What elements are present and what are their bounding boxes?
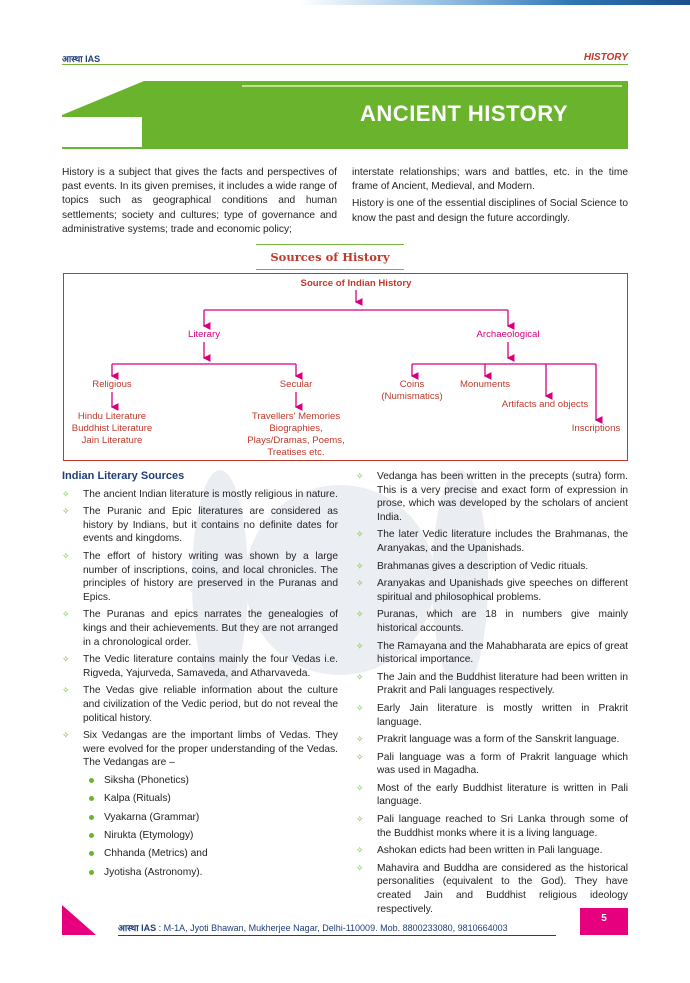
bullet-icon: ✧ bbox=[356, 734, 364, 745]
bullet-text: Pali language reached to Sri Lanka through some of the Buddhist monks where it is a living language. bbox=[377, 814, 628, 839]
bullet-item bbox=[356, 640, 628, 667]
bullet-text: Mahavira and Buddha are considered as the historical personalities (equivalent to the God). They have created Jain and Buddhist religious ideology respectively. bbox=[377, 862, 628, 915]
bullet-item bbox=[62, 653, 338, 680]
bullet-icon: ✧ bbox=[356, 782, 364, 793]
dot-icon bbox=[89, 815, 94, 820]
bullet-icon: ✧ bbox=[62, 609, 70, 620]
bullet-item bbox=[356, 528, 628, 555]
bullet-text: Vedanga has been written in the precepts (sutra) form. This is a very precise and exact form of expression in prose, which was developed by the scholars of ancient India. bbox=[377, 471, 628, 523]
sources-diagram bbox=[63, 273, 628, 461]
bullet-item bbox=[356, 733, 628, 747]
bullet-item bbox=[356, 813, 628, 840]
intro-paragraph: History is a subject that gives the facts and perspectives of past events. In its given premises, it includes a wide range of topics such as geographical conditions and human settlements; society and cultures; type of governance and administrative systems; trade and economic policy; bbox=[62, 167, 337, 235]
dot-icon bbox=[89, 778, 94, 783]
diagram-secular-items bbox=[236, 411, 356, 459]
vedanga-item bbox=[62, 774, 338, 788]
bullet-item bbox=[356, 782, 628, 809]
vedanga-text: Siksha (Phonetics) bbox=[104, 774, 189, 786]
bullet-text: The Puranas and epics narrates the genealogies of kings and their achievements. But they are not arranged in a chronological order. bbox=[83, 609, 338, 648]
bullet-text: Six Vedangas are the important limbs of Vedas. They were evolved for the proper understanding of the Vedas. The Vedangas are – bbox=[83, 730, 338, 769]
bullet-item bbox=[62, 608, 338, 649]
vedanga-text: Kalpa (Rituals) bbox=[104, 793, 171, 805]
bullet-item bbox=[62, 729, 338, 770]
bullet-text: Aranyakas and Upanishads give speeches on different spiritual and philosophical problems. bbox=[377, 578, 628, 603]
intro-paragraph: History is one of the essential disciplines of Social Science to know the past and design the future accordingly. bbox=[352, 198, 628, 224]
bullet-item bbox=[356, 560, 628, 574]
bullet-icon: ✧ bbox=[356, 751, 364, 762]
banner-corner bbox=[62, 81, 144, 115]
diagram-literary-label: Literary bbox=[188, 329, 220, 340]
diagram-monuments-label: Monuments bbox=[459, 379, 511, 390]
coins-line: Coins bbox=[399, 379, 425, 390]
footer-address bbox=[118, 921, 508, 934]
bullet-item bbox=[356, 470, 628, 524]
vedanga-item bbox=[62, 829, 338, 843]
secular-item: Treatises etc. bbox=[267, 447, 325, 458]
bullet-text: The ancient Indian literature is mostly religious in nature. bbox=[83, 488, 338, 500]
dot-icon bbox=[89, 851, 94, 856]
bullet-text: Ashokan edicts had been written in Pali language. bbox=[377, 845, 603, 857]
vedanga-text: Chhanda (Metrics) and bbox=[104, 848, 208, 860]
bullet-item bbox=[356, 608, 628, 635]
chapter-title: ANCIENT HISTORY bbox=[360, 101, 568, 126]
secular-item: Travellers' Memories bbox=[251, 411, 341, 422]
sources-title: Sources of History bbox=[270, 250, 390, 264]
vedanga-text: Vyakarna (Grammar) bbox=[104, 811, 200, 823]
bullet-text: The Jain and the Buddhist literature had been written in Prakrit and Pali languages respectively. bbox=[377, 671, 628, 697]
bullet-icon: ✧ bbox=[62, 685, 70, 696]
diagram-archaeological-label: Archaeological bbox=[476, 329, 540, 340]
diagram-secular-label: Secular bbox=[279, 379, 313, 390]
page-number: 5 bbox=[601, 913, 607, 924]
bullet-text: The Vedas give reliable information about the culture and civilization of the Vedic period, but do not reveal the political history. bbox=[83, 685, 338, 724]
footer-rule bbox=[118, 935, 556, 936]
diagram-coins-label bbox=[372, 379, 452, 403]
bullet-text: Early Jain literature is mostly written in Prakrit language. bbox=[377, 702, 628, 728]
diagram-root-label: Source of Indian History bbox=[300, 278, 412, 289]
vedanga-text: Jyotisha (Astronomy). bbox=[104, 866, 203, 878]
bullet-text: Puranas, which are 18 in numbers give mainly historical accounts. bbox=[377, 609, 628, 634]
bullet-icon: ✧ bbox=[62, 506, 70, 517]
right-column bbox=[356, 470, 628, 920]
intro-left bbox=[62, 166, 337, 240]
bullet-icon: ✧ bbox=[356, 702, 364, 713]
intro-paragraph: interstate relationships; wars and battles, etc. in the time frame of Ancient, Medieval, and Modern. bbox=[352, 167, 628, 193]
bullet-item bbox=[356, 671, 628, 698]
footer-address-text: : M-1A, Jyoti Bhawan, Mukherjee Nagar, Delhi-110009. Mob. 8800233080, 9810664003 bbox=[158, 923, 508, 933]
bullet-item bbox=[62, 488, 338, 502]
secular-item: Biographies, bbox=[269, 423, 323, 434]
top-decor-strip bbox=[300, 0, 690, 5]
diagram-inscriptions-label: Inscriptions bbox=[571, 423, 621, 434]
dot-icon bbox=[89, 796, 94, 801]
sources-heading bbox=[256, 244, 404, 270]
vedanga-item bbox=[62, 866, 338, 880]
left-column bbox=[62, 470, 338, 884]
bullet-icon: ✧ bbox=[356, 671, 364, 682]
header-rule bbox=[62, 64, 628, 65]
bullet-text: The Vedic literature contains mainly the four Vedas i.e. Rigveda, Yajurveda, Samaveda, and Atharvaveda. bbox=[83, 654, 338, 679]
diagram-religious-items bbox=[62, 411, 162, 447]
bullet-text: Most of the early Buddhist literature is written in Pali language. bbox=[377, 782, 628, 808]
bullet-icon: ✧ bbox=[356, 560, 364, 571]
diagram-artifacts-label: Artifacts and objects bbox=[501, 399, 589, 410]
page-number-box bbox=[580, 908, 628, 935]
bullet-item bbox=[62, 505, 338, 546]
religious-item: Buddhist Literature bbox=[71, 423, 153, 434]
bullet-item bbox=[356, 702, 628, 729]
bullet-icon: ✧ bbox=[62, 488, 70, 499]
vedanga-item bbox=[62, 847, 338, 861]
bullet-icon: ✧ bbox=[356, 609, 364, 620]
bullet-text: Pali language was a form of Prakrit language which was used in Magadha. bbox=[377, 751, 628, 777]
bullet-text: The later Vedic literature includes the Brahmanas, the Aranyakas, and the Upanishads. bbox=[377, 529, 628, 554]
footer-triangle bbox=[62, 905, 96, 935]
bullet-text: The effort of history writing was shown by a large number of inscriptions, coins, and local chronicles. The principles of history are preserved in the Puranas and Epics. bbox=[83, 550, 338, 603]
bullet-text: The Ramayana and the Mahabharata are epics of great historical importance. bbox=[377, 640, 628, 666]
bullet-item bbox=[356, 751, 628, 778]
vedanga-text: Nirukta (Etymology) bbox=[104, 830, 194, 842]
bullet-icon: ✧ bbox=[62, 730, 70, 741]
religious-item: Hindu Literature bbox=[77, 411, 147, 422]
bullet-icon: ✧ bbox=[356, 640, 364, 651]
bullet-text: Prakrit language was a form of the Sanskrit language. bbox=[377, 734, 620, 746]
dot-icon bbox=[89, 870, 94, 875]
bullet-text: The Puranic and Epic literatures are considered as history by Indians, but it contains no definite dates for events and kingdoms. bbox=[83, 506, 338, 545]
bullet-text: Brahmanas gives a description of Vedic rituals. bbox=[377, 560, 589, 572]
bullet-icon: ✧ bbox=[356, 845, 364, 856]
coins-line: (Numismatics) bbox=[381, 391, 443, 402]
bullet-item bbox=[62, 550, 338, 604]
bullet-item bbox=[62, 684, 338, 725]
header-section: HISTORY bbox=[583, 52, 628, 63]
bullet-icon: ✧ bbox=[356, 814, 364, 825]
religious-item: Jain Literature bbox=[81, 435, 143, 446]
bullet-icon: ✧ bbox=[62, 654, 70, 665]
bullet-item bbox=[356, 577, 628, 604]
bullet-icon: ✧ bbox=[62, 550, 70, 561]
secular-item: Plays/Dramas, Poems, bbox=[247, 435, 345, 446]
diagram-religious-label: Religious bbox=[92, 379, 132, 390]
bullet-icon: ✧ bbox=[356, 578, 364, 589]
bullet-item bbox=[356, 844, 628, 858]
section-heading: Indian Literary Sources bbox=[62, 470, 185, 482]
vedanga-item bbox=[62, 811, 338, 825]
bullet-icon: ✧ bbox=[356, 471, 364, 481]
dot-icon bbox=[89, 833, 94, 838]
bullet-icon: ✧ bbox=[356, 862, 364, 873]
header-brand: आस्था IAS bbox=[62, 54, 101, 64]
chapter-banner bbox=[62, 73, 628, 155]
banner-tab bbox=[62, 115, 144, 149]
intro-right bbox=[352, 166, 628, 229]
vedanga-item bbox=[62, 792, 338, 806]
bullet-icon: ✧ bbox=[356, 529, 364, 540]
footer-brand: आस्था IAS bbox=[118, 923, 157, 933]
